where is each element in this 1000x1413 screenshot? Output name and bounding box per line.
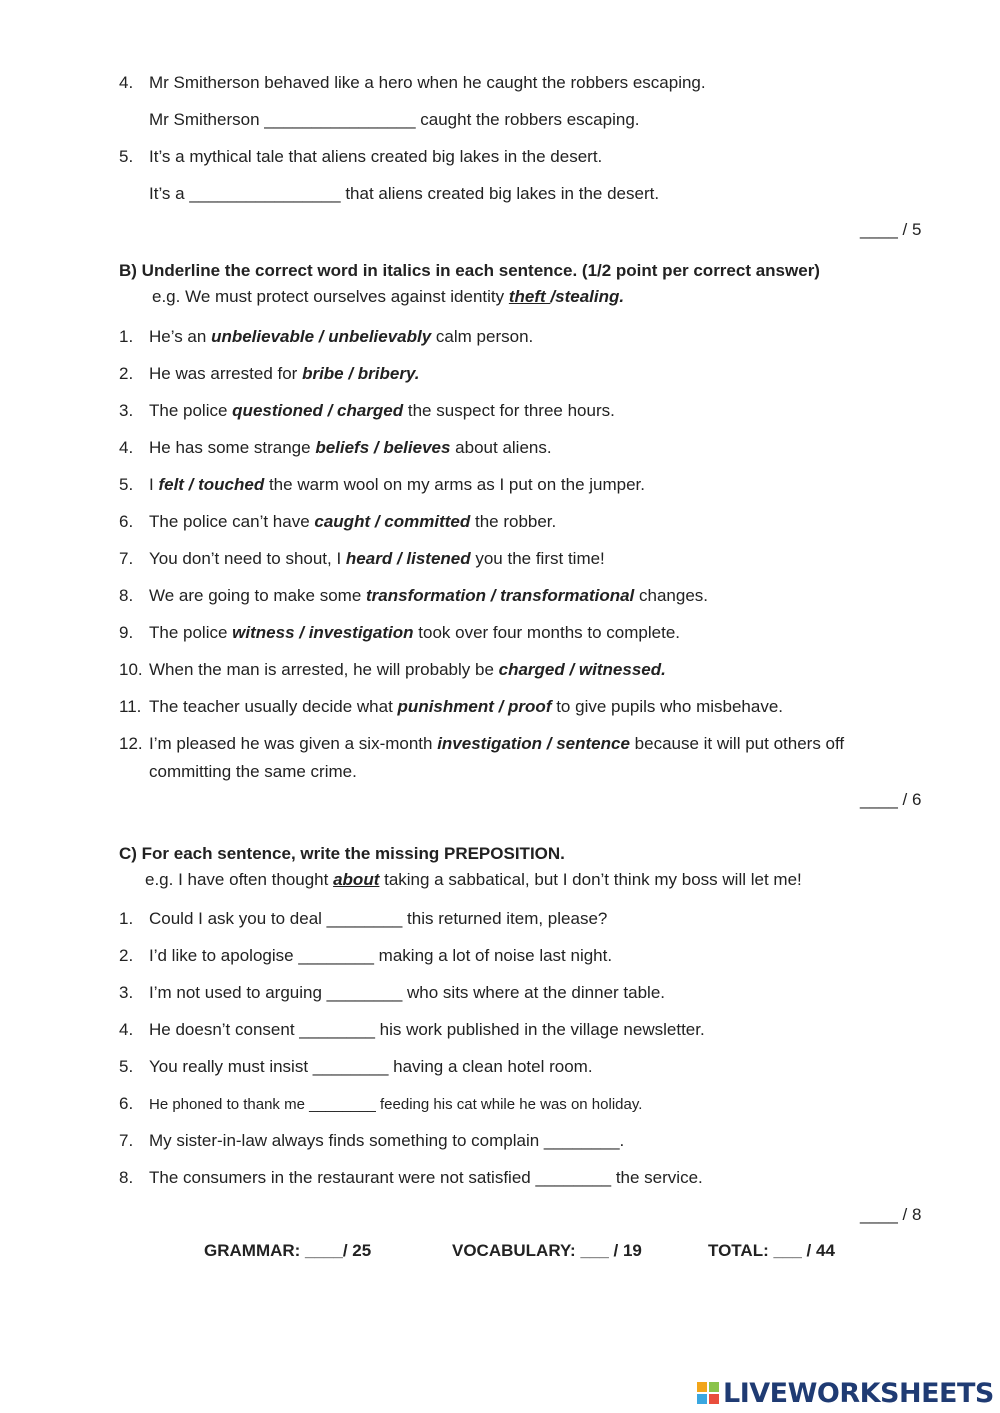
section-heading: B) Underline the correct word in italics in each sentence. (1/2 point per correct answer) — [119, 261, 820, 280]
word-choice[interactable]: transformation / transformational — [366, 586, 635, 605]
question-text: He’s an — [149, 327, 212, 346]
question-text: The police can’t have — [149, 512, 315, 531]
question-row — [149, 660, 666, 680]
question-text: He was arrested for — [149, 364, 303, 383]
item-rewrite: It’s a ________________ that aliens created big lakes in the desert. — [149, 184, 660, 203]
gap-sentence[interactable]: He phoned to thank me ________ feeding his cat while he was on holiday. — [149, 1096, 643, 1113]
question-text: The teacher usually decide what — [149, 697, 398, 716]
item-number: 8. — [119, 1168, 134, 1187]
item-number: 4. — [119, 438, 134, 457]
word-choice[interactable]: unbelievable / unbelievably — [211, 327, 432, 346]
item-number: 5. — [119, 1057, 134, 1076]
item-number: 11. — [119, 697, 142, 716]
question-text: I’m pleased he was given a six-month — [149, 734, 438, 753]
gap-sentence[interactable]: I’d like to apologise ________ making a lot of noise last night. — [149, 946, 613, 965]
question-text: the suspect for three hours. — [403, 401, 615, 420]
gap-sentence[interactable]: You really must insist ________ having a clean hotel room. — [149, 1057, 593, 1076]
item-number: 5. — [119, 475, 134, 494]
word-choice[interactable]: bribe / bribery. — [302, 364, 420, 383]
example-option: /stealing. — [550, 287, 625, 306]
word-choice[interactable]: charged / witnessed. — [498, 660, 666, 679]
section-score: ____ / 6 — [860, 790, 922, 809]
item-rewrite: Mr Smitherson ________________ caught the robbers escaping. — [149, 110, 640, 129]
word-choice[interactable]: punishment / proof — [397, 697, 552, 716]
word-choice[interactable]: caught / committed — [314, 512, 471, 531]
question-row — [149, 549, 605, 569]
word-choice[interactable]: witness / investigation — [232, 623, 414, 642]
word-choice[interactable]: investigation / sentence — [437, 734, 630, 753]
question-text: the warm wool on my arms as I put on the jumper. — [264, 475, 646, 494]
question-row — [149, 327, 533, 347]
question-text: When the man is arrested, he will probably be — [149, 660, 499, 679]
section-score: ____ / 5 — [860, 220, 922, 239]
gap-sentence[interactable]: Could I ask you to deal ________ this returned item, please? — [149, 909, 608, 928]
logo-square — [697, 1382, 707, 1392]
section-heading: C) For each sentence, write the missing PREPOSITION. — [119, 844, 565, 863]
example-text: taking a sabbatical, but I don’t think my boss will let me! — [379, 870, 802, 889]
item-number: 2. — [119, 364, 134, 383]
question-text-continued: committing the same crime. — [149, 762, 357, 781]
example-line — [145, 870, 802, 890]
question-text: We are going to make some — [149, 586, 367, 605]
question-row — [149, 401, 615, 421]
gap-sentence[interactable]: My sister-in-law always finds something to complain ________. — [149, 1131, 625, 1150]
item-number: 5. — [119, 147, 134, 166]
question-row — [149, 586, 708, 606]
question-row — [149, 512, 556, 532]
liveworksheets-logo — [697, 1378, 994, 1408]
item-number: 12. — [119, 734, 143, 753]
logo-square — [697, 1394, 707, 1404]
question-row — [149, 438, 552, 458]
question-text: The police — [149, 623, 233, 642]
item-sentence: Mr Smitherson behaved like a hero when he caught the robbers escaping. — [149, 73, 706, 92]
question-text: He has some strange — [149, 438, 316, 457]
question-row — [149, 734, 844, 754]
question-text: I — [149, 475, 159, 494]
item-number: 1. — [119, 909, 134, 928]
example-answer: about — [333, 870, 380, 889]
example-text: e.g. We must protect ourselves against identity — [152, 287, 509, 306]
item-number: 3. — [119, 401, 134, 420]
item-number: 1. — [119, 327, 134, 346]
vocabulary-total: VOCABULARY: ___ / 19 — [452, 1241, 642, 1260]
item-number: 2. — [119, 946, 134, 965]
question-text: calm person. — [431, 327, 534, 346]
question-text: You don’t need to shout, I — [149, 549, 346, 568]
question-text: changes. — [634, 586, 709, 605]
word-choice[interactable]: felt / touched — [158, 475, 265, 494]
gap-sentence[interactable]: The consumers in the restaurant were not satisfied ________ the service. — [149, 1168, 703, 1187]
item-sentence: It’s a mythical tale that aliens created big lakes in the desert. — [149, 147, 603, 166]
item-number: 4. — [119, 73, 134, 92]
word-choice[interactable]: heard / listened — [345, 549, 471, 568]
example-answer: theft — [508, 287, 551, 306]
gap-sentence[interactable]: He doesn’t consent ________ his work published in the village newsletter. — [149, 1020, 705, 1039]
gap-sentence[interactable]: I’m not used to arguing ________ who sits where at the dinner table. — [149, 983, 666, 1002]
question-text: the robber. — [470, 512, 557, 531]
example-line — [152, 287, 624, 307]
logo-square — [709, 1394, 719, 1404]
question-text: The police — [149, 401, 233, 420]
item-number: 6. — [119, 1094, 134, 1113]
example-text: e.g. I have often thought — [145, 870, 334, 889]
item-number: 7. — [119, 1131, 134, 1150]
question-text: to give pupils who misbehave. — [551, 697, 784, 716]
item-number: 9. — [119, 623, 134, 642]
item-number: 7. — [119, 549, 134, 568]
question-text: you the first time! — [470, 549, 605, 568]
item-number: 6. — [119, 512, 134, 531]
item-number: 4. — [119, 1020, 134, 1039]
word-choice[interactable]: questioned / charged — [232, 401, 404, 420]
question-text: took over four months to complete. — [413, 623, 681, 642]
logo-square — [709, 1382, 719, 1392]
item-number: 3. — [119, 983, 134, 1002]
overall-total: TOTAL: ___ / 44 — [708, 1241, 835, 1260]
item-number: 8. — [119, 586, 134, 605]
item-number: 10. — [119, 660, 143, 679]
logo-icon — [697, 1382, 719, 1404]
question-row — [149, 623, 680, 643]
question-text: because it will put others off — [629, 734, 845, 753]
question-row — [149, 364, 420, 384]
question-row — [149, 697, 783, 717]
question-row — [149, 475, 645, 495]
word-choice[interactable]: beliefs / believes — [315, 438, 451, 457]
question-text: about aliens. — [450, 438, 552, 457]
logo-text: LIVEWORKSHEETS — [723, 1377, 994, 1409]
section-score: ____ / 8 — [860, 1205, 922, 1224]
grammar-total: GRAMMAR: ____/ 25 — [204, 1241, 372, 1260]
